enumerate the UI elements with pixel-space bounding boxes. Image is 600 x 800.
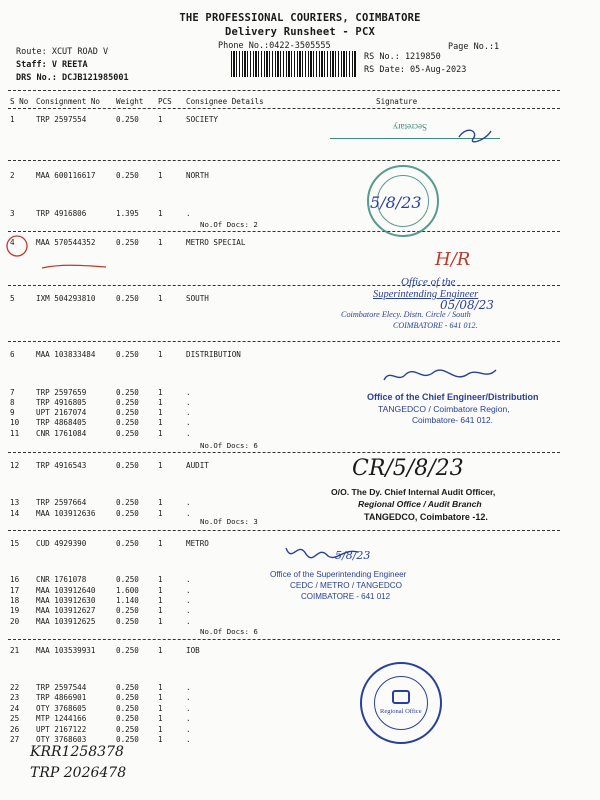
row-consignment: MTP 1244166 [36,714,87,723]
row-sno: 21 [10,646,20,655]
ce-stamp-line1: Office of the Chief Engineer/Distribution [367,392,539,402]
row-pcs: 1 [158,586,163,595]
row-weight: 0.250 [116,693,139,702]
row-sno: 16 [10,575,20,584]
row-pcs: 1 [158,683,163,692]
row-pcs: 1 [158,461,163,470]
row-consignment: TRP 2597554 [36,115,87,124]
row-consignee: . [186,498,191,507]
col-sno: S No [10,97,29,106]
audit-stamp-line1: O/O. The Dy. Chief Internal Audit Officer, [331,487,496,497]
row-weight: 0.250 [116,714,139,723]
page-number: Page No.:1 [448,42,500,52]
column-header-row [10,96,570,107]
row-sno: 2 [10,171,15,180]
row-sno: 14 [10,509,20,518]
row-consignee: . [186,704,191,713]
row-pcs: 1 [158,509,163,518]
row-weight: 1.395 [116,209,139,218]
row-consignment: MAA 570544352 [36,238,96,247]
audit-stamp-line2: Regional Office / Audit Branch [358,499,482,509]
society-stamp-word: Secretary [393,122,427,132]
row-weight: 0.250 [116,683,139,692]
row-consignee: . [186,509,191,518]
group-divider [8,452,560,453]
row-consignment: MAA 103912627 [36,606,96,615]
se-stamp-line3: Coimbatore Elecy. Distn. Circle / South [341,310,471,319]
row-consignee: . [186,388,191,397]
row-weight: 0.250 [116,725,139,734]
group-divider [8,341,560,342]
row-weight: 1.140 [116,596,139,605]
row-pcs: 1 [158,350,163,359]
rs-date: RS Date: 05-Aug-2023 [364,65,467,75]
col-pcs: PCS [158,97,172,106]
row-consignment: MAA 600116617 [36,171,96,180]
route-label: Route: XCUT ROAD V [16,47,109,57]
row-pcs: 1 [158,714,163,723]
table-row [10,645,570,656]
row-weight: 0.250 [116,735,139,744]
row-pcs: 1 [158,418,163,427]
row-sno: 19 [10,606,20,615]
row-weight: 0.250 [116,498,139,507]
row-sno: 7 [10,388,15,397]
row-consignment: TRP 4868405 [36,418,87,427]
row-consignee: . [186,418,191,427]
row-consignee: IOB [186,646,200,655]
col-signature: Signature [376,97,418,106]
row-pcs: 1 [158,398,163,407]
row-consignment: MAA 103912636 [36,509,96,518]
row-sno: 9 [10,408,15,417]
row-sno: 27 [10,735,20,744]
row-weight: 0.250 [116,646,139,655]
group-divider [8,530,560,531]
doc-count: No.Of Docs: 2 [200,220,258,229]
row-weight: 0.250 [116,575,139,584]
signature-mark [455,125,495,147]
col-weight: Weight [116,97,144,106]
row-pcs: 1 [158,238,163,247]
table-row [10,349,570,360]
row-weight: 0.250 [116,418,139,427]
row-consignee: . [186,398,191,407]
group-divider [8,231,560,232]
row-consignee: DISTRIBUTION [186,350,241,359]
row-consignee: . [186,408,191,417]
row-consignee: . [186,693,191,702]
red-line-mark [40,262,110,272]
row-consignee: SOUTH [186,294,209,303]
row-pcs: 1 [158,575,163,584]
handwritten-note-2: TRP 2026478 [30,765,127,781]
row-consignment: TRP 2597664 [36,498,87,507]
row-consignee: . [186,714,191,723]
group-divider [8,160,560,161]
doc-count: No.Of Docs: 3 [200,517,258,526]
metro-stamp-line1: Office of the Superintending Engineer [270,570,407,579]
row-weight: 0.250 [116,509,139,518]
row-sno: 15 [10,539,20,548]
row-consignee: . [186,617,191,626]
row-sno: 11 [10,429,20,438]
row-consignee: METRO SPECIAL [186,238,246,247]
metro-stamp-date: 5/8/23 [335,549,371,562]
row-consignment: MAA 103912640 [36,586,96,595]
row-sno: 12 [10,461,20,470]
row-consignment: UPT 2167074 [36,408,87,417]
row-pcs: 1 [158,617,163,626]
handwritten-note-1: KRR1258378 [30,744,124,760]
row-weight: 0.250 [116,115,139,124]
row-consignee: . [186,683,191,692]
row-pcs: 1 [158,596,163,605]
row-weight: 0.250 [116,617,139,626]
row-consignment: MAA 103539931 [36,646,96,655]
row-sno: 3 [10,209,15,218]
bank-seal-text: Regional Office [380,708,422,715]
row-sno: 8 [10,398,15,407]
header-divider [8,90,560,91]
row-consignment: CNR 1761084 [36,429,87,438]
row-weight: 0.250 [116,408,139,417]
row-sno: 10 [10,418,20,427]
phone-number: Phone No.:0422-3505555 [218,41,331,51]
table-row [10,692,570,703]
row-consignment: TRP 4916805 [36,398,87,407]
row-weight: 0.250 [116,388,139,397]
row-pcs: 1 [158,693,163,702]
group-divider [8,639,560,640]
metro-stamp-line3: COIMBATORE - 641 012 [301,592,391,601]
row-consignment: CUD 4929390 [36,539,87,548]
row-pcs: 1 [158,725,163,734]
row-consignment: OTY 3768605 [36,704,87,713]
row-consignment: TRP 4916806 [36,209,87,218]
row-pcs: 1 [158,606,163,615]
row-sno: 6 [10,350,15,359]
row-consignment: UPT 2167122 [36,725,87,734]
red-circle-mark [4,233,30,259]
row-sno: 20 [10,617,20,626]
table-row [10,616,570,627]
drs-number: DRS No.: DCJB121985001 [16,73,129,83]
row-pcs: 1 [158,646,163,655]
audit-date: CR/5/8/23 [352,456,464,481]
row-consignee: METRO [186,539,209,548]
row-sno: 24 [10,704,20,713]
row-weight: 0.250 [116,461,139,470]
company-name: THE PROFESSIONAL COURIERS, COIMBATORE [179,12,421,24]
se-stamp-line1: Office of the [401,276,456,288]
row-pcs: 1 [158,115,163,124]
row-sno: 18 [10,596,20,605]
col-consignment: Consignment No [36,97,101,106]
row-consignee: . [186,575,191,584]
row-consignee: . [186,606,191,615]
signature-mark [380,362,500,392]
row-consignment: MAA 103912625 [36,617,96,626]
row-consignee: . [186,735,191,744]
row-weight: 0.250 [116,238,139,247]
row-consignee: . [186,209,191,218]
row-sno: 13 [10,498,20,507]
row-weight: 0.250 [116,539,139,548]
row-sno: 5 [10,294,15,303]
row-pcs: 1 [158,704,163,713]
row-consignment: MAA 103833484 [36,350,96,359]
columns-divider [8,108,560,109]
row-sno: 26 [10,725,20,734]
doc-count: No.Of Docs: 6 [200,627,258,636]
row-pcs: 1 [158,408,163,417]
row-consignment: MAA 103912630 [36,596,96,605]
row-pcs: 1 [158,294,163,303]
row-consignee: AUDIT [186,461,209,470]
row-pcs: 1 [158,209,163,218]
row-consignment: CNR 1761078 [36,575,87,584]
row-consignee: NORTH [186,171,209,180]
row-weight: 0.250 [116,398,139,407]
row-weight: 0.250 [116,606,139,615]
table-row [10,497,570,508]
rs-number: RS No.: 1219850 [364,52,441,62]
audit-stamp-line3: TANGEDCO, Coimbatore -12. [364,512,488,522]
barcode-image [231,51,356,77]
row-consignee: SOCIETY [186,115,219,124]
row-sno: 4 [10,238,15,247]
row-pcs: 1 [158,539,163,548]
row-consignment: TRP 2597544 [36,683,87,692]
row-pcs: 1 [158,735,163,744]
row-sno: 23 [10,693,20,702]
row-pcs: 1 [158,171,163,180]
row-consignee: . [186,596,191,605]
row-consignment: TRP 4866901 [36,693,87,702]
se-stamp-date: 05/08/23 [440,298,494,312]
se-stamp-line4: COIMBATORE - 641 012. [393,321,478,330]
row-pcs: 1 [158,429,163,438]
ce-stamp-line2: TANGEDCO / Coimbatore Region, [378,404,510,414]
row-weight: 0.250 [116,171,139,180]
row-sno: 25 [10,714,20,723]
staff-label: Staff: V REETA [16,60,88,70]
group-divider [8,285,560,286]
document-title: Delivery Runsheet - PCX [225,26,375,38]
col-consignee: Consignee Details [186,97,264,106]
table-row [10,237,570,248]
table-row [10,428,570,439]
row-consignee: . [186,429,191,438]
row-pcs: 1 [158,498,163,507]
row-weight: 0.250 [116,294,139,303]
ce-stamp-line3: Coimbatore- 641 012. [412,415,494,425]
hr-note: H/R [435,249,471,270]
row-consignee: . [186,586,191,595]
row-weight: 0.250 [116,350,139,359]
row-consignment: TRP 4916543 [36,461,87,470]
row-weight: 0.250 [116,704,139,713]
row-sno: 17 [10,586,20,595]
metro-stamp-line2: CEDC / METRO / TANGEDCO [290,581,403,590]
row-pcs: 1 [158,388,163,397]
row-weight: 1.600 [116,586,139,595]
bank-round-seal [360,662,442,744]
row-weight: 0.250 [116,429,139,438]
row-consignment: TRP 2597659 [36,388,87,397]
table-row [10,605,570,616]
seal-date: 5/8/23 [370,193,422,212]
table-row [10,170,570,181]
table-row [10,208,570,219]
doc-count: No.Of Docs: 6 [200,441,258,450]
table-row [10,460,570,471]
row-consignment: OTY 3768603 [36,735,87,744]
row-consignee: . [186,725,191,734]
row-sno: 1 [10,115,15,124]
row-sno: 22 [10,683,20,692]
row-consignment: IXM 504293810 [36,294,96,303]
table-row [10,713,570,724]
se-stamp-line2: Superintending Engineer [373,289,479,300]
